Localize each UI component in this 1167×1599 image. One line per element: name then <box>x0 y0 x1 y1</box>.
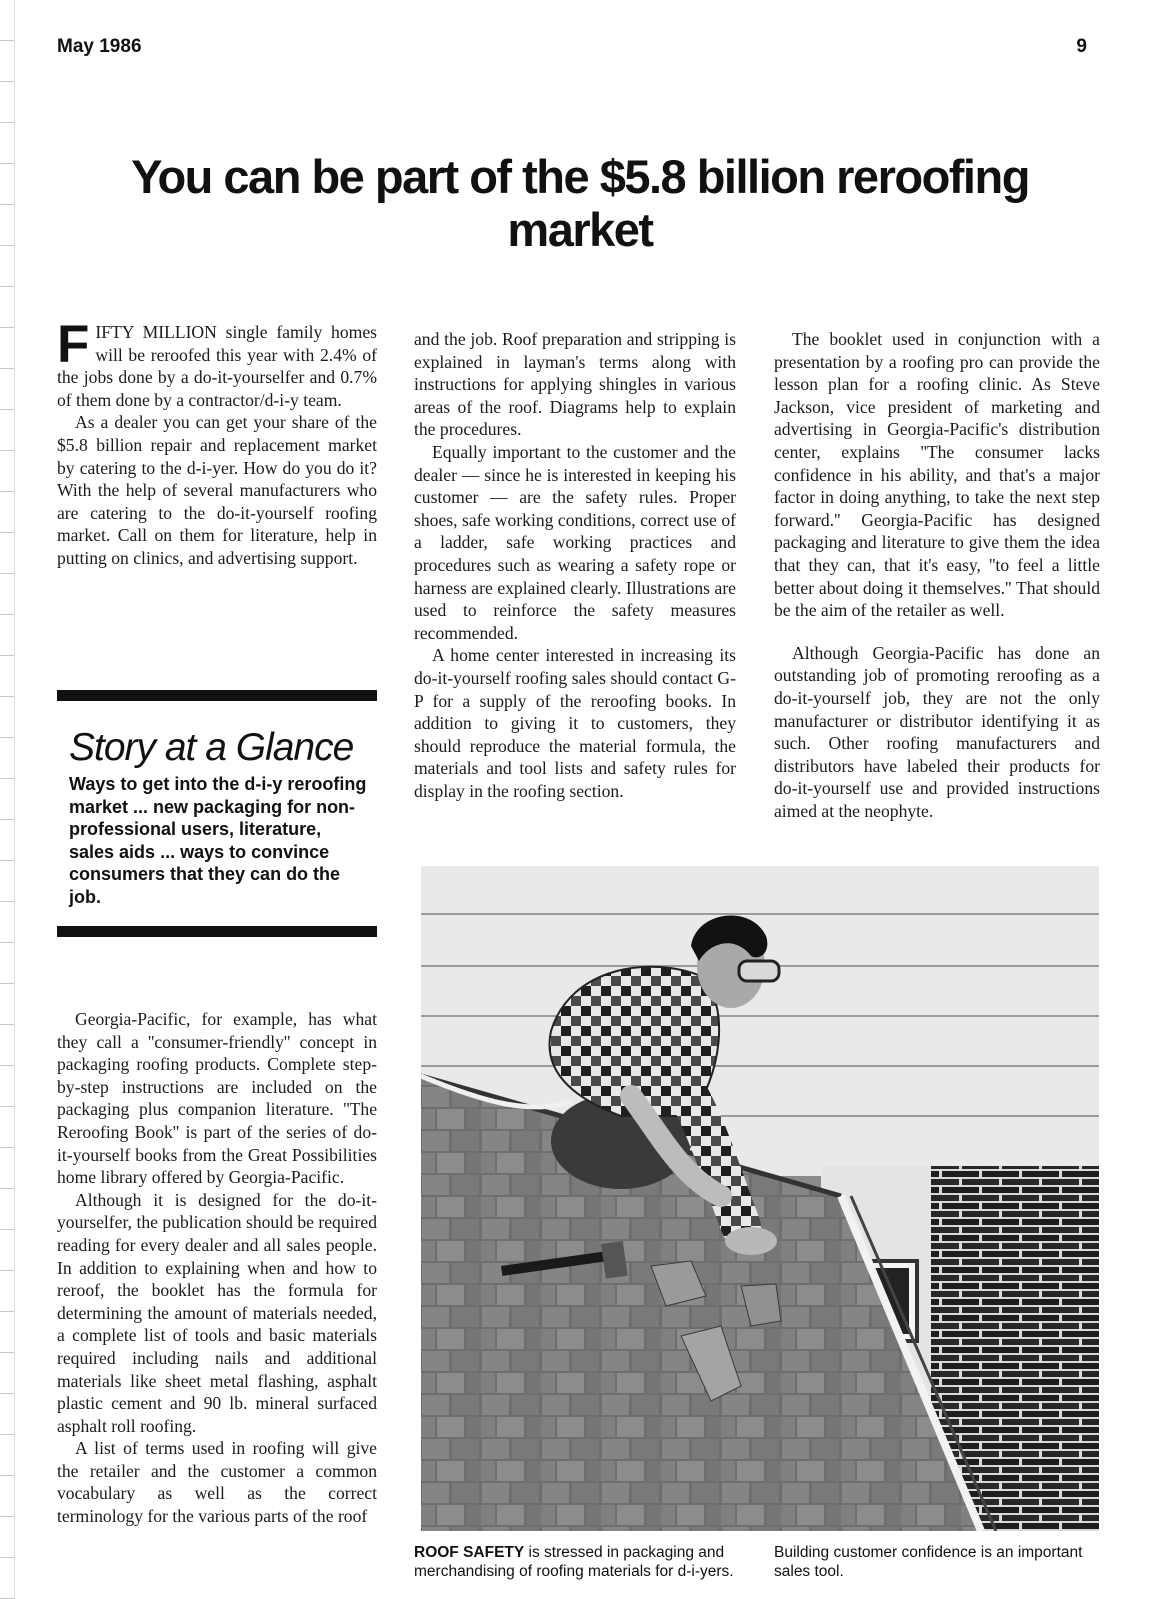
col3-paragraph-2: Although Georgia-Pacific has done an outstanding job of promoting reroofing as a do-it-yourself job, they are not the only manufacturer or distributor identifying it as such. Other roofing manufacturers and distributors have labeled their products for do-it-yourself use and provided instructions aimed at the neophyte. <box>774 642 1100 821</box>
col2-paragraph-2: Equally important to the customer and the dealer — since he is interested in keeping his customer — are the safety rules. Proper shoes, safe working conditions, correct use of a ladder, safe working practices and procedures such as wearing a safety rope or harness are explained clearly. Illustrations are used to reinforce the safety measures recommended. <box>414 441 736 643</box>
column-1-bottom <box>57 1008 377 1528</box>
page-edge-binding <box>0 0 15 1599</box>
article-headline: You can be part of the $5.8 billion reroofing market <box>131 150 1029 256</box>
paragraph-1 <box>57 315 377 411</box>
photo-caption-left <box>414 1543 744 1581</box>
column-3 <box>774 328 1100 822</box>
paragraph-1-text: IFTY MILLION single family homes will be reroofed this year with 2.4% of the jobs done by a do-it-yourselfer and 0.7% of them done by a contractor/d-i-y team. <box>57 322 377 410</box>
col3-paragraph-1: The booklet used in conjunction with a presentation by a roofing pro can provide the lesson plan for a roofing clinic. As Steve Jackson, vice president of marketing and advertising in Georgia-Pacific's distribution center, explains ''The consumer lacks confidence in his ability, and that's a major factor in doing anything, to take the next step forward.'' Georgia-Pacific has designed packaging and literature to give them the idea that they can, that it's easy, ''to feel a little better about doing it themselves.'' That should be the aim of the retailer as well. <box>774 329 1100 621</box>
photo-caption-right: Building customer confidence is an important sales tool. <box>774 1544 1083 1580</box>
page-number: 9 <box>1076 36 1087 57</box>
column-2 <box>414 328 736 802</box>
paragraph-4: Although it is designed for the do-it-yourselfer, the publication should be required reading for every dealer and all sales people. In addition to explaining when and how to reroof, the booklet has the formula for determining the amount of materials needed, a complete list of tools and basic materials required including nails and additional materials like sheet metal flashing, asphalt plastic cement and 90 lb. mineral surfaced asphalt roll roofing. <box>57 1189 377 1436</box>
roofer-photo-illustration <box>421 866 1099 1531</box>
glance-bottom-rule <box>57 926 377 937</box>
glance-summary: Ways to get into the d-i-y reroofing market ... new packaging for non-professional users, literature, sales aids ... ways to convince consumers that they can do the job. <box>69 774 367 907</box>
glance-top-rule <box>57 690 377 701</box>
roofer-photo <box>421 866 1099 1531</box>
paragraph-5: A list of terms used in roofing will give the retailer and the customer a common vocabulary as well as the correct terminology for the various parts of the roof <box>57 1438 377 1527</box>
paragraph-2: As a dealer you can get your share of the $5.8 billion repair and replacement market by catering to the d-i-yer. How do you do it? With the help of several manufacturers who are catering to the do-it-yourself roofing market. Call on them for literature, help in putting on clinics, and advertising support. <box>57 412 377 568</box>
paragraph-3: Georgia-Pacific, for example, has what they call a ''consumer-friendly'' concept in packaging roofing products. Complete step-by-step instructions are included on the packaging plus companion literature. ''The Reroofing Book'' is part of the series of do-it-yourself books from the Great Possibilities home library offered by Georgia-Pacific. <box>57 1009 377 1188</box>
col2-paragraph-1: and the job. Roof preparation and stripping is explained in layman's terms along with instructions for applying shingles in various areas of the roof. Diagrams help to explain the procedures. <box>414 329 736 440</box>
column-1-top <box>57 315 377 570</box>
issue-date: May 1986 <box>57 36 142 57</box>
glance-title: Story at a Glance <box>69 726 354 769</box>
col2-paragraph-3: A home center interested in increasing its do-it-yourself roofing sales should contact G-P for a supply of the reroofing books. In addition to giving it to customers, they should reproduce the material formula, the materials and tool lists and safety rules for display in the roofing section. <box>414 645 736 801</box>
caption-lead: ROOF SAFETY <box>414 1544 525 1561</box>
caption-left-text: is stressed in packaging and merchandising of roofing materials for d-i-yers. <box>414 1544 734 1580</box>
drop-cap: F <box>57 315 90 374</box>
